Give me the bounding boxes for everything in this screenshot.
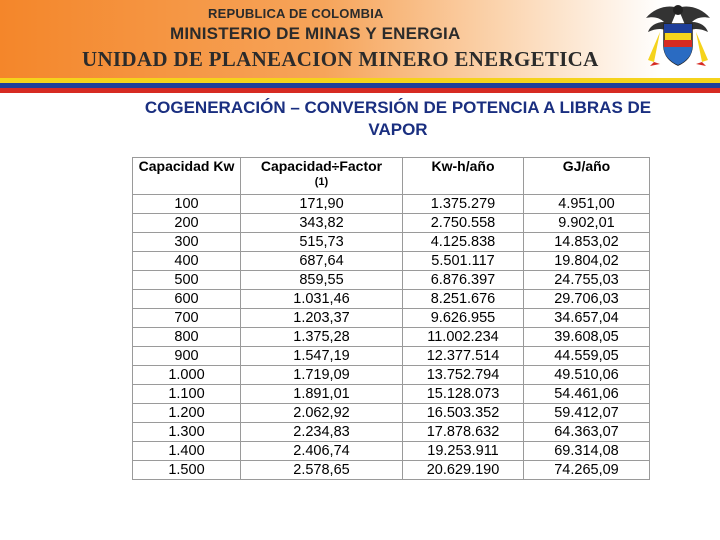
table-cell: 1.031,46 bbox=[241, 290, 403, 309]
table-cell: 200 bbox=[133, 214, 241, 233]
slide-title-line1: COGENERACIÓN – CONVERSIÓN DE POTENCIA A LIBRAS DE bbox=[144, 98, 652, 117]
table-cell: 69.314,08 bbox=[524, 442, 650, 461]
table-cell: 2.234,83 bbox=[241, 423, 403, 442]
table-cell: 59.412,07 bbox=[524, 404, 650, 423]
table-cell: 15.128.073 bbox=[403, 385, 524, 404]
column-header-capacity bbox=[133, 158, 241, 195]
slide-title-line2: VAPOR bbox=[368, 120, 428, 139]
table-cell: 4.951,00 bbox=[524, 195, 650, 214]
table-cell: 19.253.911 bbox=[403, 442, 524, 461]
header-country: REPUBLICA DE COLOMBIA bbox=[208, 6, 384, 21]
table-row bbox=[133, 404, 650, 423]
table-cell: 34.657,04 bbox=[524, 309, 650, 328]
table-row bbox=[133, 366, 650, 385]
colombia-coat-of-arms-icon bbox=[640, 2, 716, 78]
table-row bbox=[133, 195, 650, 214]
table-cell: 1.500 bbox=[133, 461, 241, 480]
table-row bbox=[133, 271, 650, 290]
table-cell: 54.461,06 bbox=[524, 385, 650, 404]
column-header-gj-year bbox=[524, 158, 650, 195]
table-cell: 19.804,02 bbox=[524, 252, 650, 271]
table-row bbox=[133, 423, 650, 442]
table-cell: 1.547,19 bbox=[241, 347, 403, 366]
table-cell: 6.876.397 bbox=[403, 271, 524, 290]
header-unit: UNIDAD DE PLANEACION MINERO ENERGETICA bbox=[82, 47, 599, 71]
conversion-table bbox=[132, 157, 650, 480]
flag-stripes bbox=[0, 78, 720, 93]
table-row bbox=[133, 290, 650, 309]
table-cell: 900 bbox=[133, 347, 241, 366]
stripe-red bbox=[0, 88, 720, 93]
table-row bbox=[133, 461, 650, 480]
table-cell: 500 bbox=[133, 271, 241, 290]
table-cell: 44.559,05 bbox=[524, 347, 650, 366]
table-cell: 2.406,74 bbox=[241, 442, 403, 461]
column-header-text: Capacidad÷Factor bbox=[260, 158, 383, 174]
table-cell: 5.501.117 bbox=[403, 252, 524, 271]
table-cell: 1.891,01 bbox=[241, 385, 403, 404]
table-cell: 700 bbox=[133, 309, 241, 328]
table-cell: 64.363,07 bbox=[524, 423, 650, 442]
table-cell: 1.719,09 bbox=[241, 366, 403, 385]
table-row bbox=[133, 233, 650, 252]
table-cell: 11.002.234 bbox=[403, 328, 524, 347]
table-cell: 2.750.558 bbox=[403, 214, 524, 233]
column-header-footnote: (1) bbox=[314, 176, 329, 188]
table-cell: 14.853,02 bbox=[524, 233, 650, 252]
table-cell: 1.400 bbox=[133, 442, 241, 461]
table-cell: 1.203,37 bbox=[241, 309, 403, 328]
table-row bbox=[133, 309, 650, 328]
table-row bbox=[133, 385, 650, 404]
table-row bbox=[133, 347, 650, 366]
table-cell: 17.878.632 bbox=[403, 423, 524, 442]
table-cell: 343,82 bbox=[241, 214, 403, 233]
table-cell: 1.375,28 bbox=[241, 328, 403, 347]
table-row bbox=[133, 252, 650, 271]
table-cell: 687,64 bbox=[241, 252, 403, 271]
table-cell: 171,90 bbox=[241, 195, 403, 214]
table-cell: 39.608,05 bbox=[524, 328, 650, 347]
table-cell: 2.062,92 bbox=[241, 404, 403, 423]
table-cell: 1.000 bbox=[133, 366, 241, 385]
table-cell: 9.626.955 bbox=[403, 309, 524, 328]
table-body bbox=[133, 195, 650, 480]
table-cell: 100 bbox=[133, 195, 241, 214]
table-cell: 1.100 bbox=[133, 385, 241, 404]
table-cell: 400 bbox=[133, 252, 241, 271]
table-cell: 515,73 bbox=[241, 233, 403, 252]
table-cell: 9.902,01 bbox=[524, 214, 650, 233]
table-cell: 29.706,03 bbox=[524, 290, 650, 309]
table-cell: 12.377.514 bbox=[403, 347, 524, 366]
table-header-row bbox=[133, 158, 650, 195]
table-cell: 1.300 bbox=[133, 423, 241, 442]
table-cell: 800 bbox=[133, 328, 241, 347]
table-cell: 16.503.352 bbox=[403, 404, 524, 423]
header-ministry: MINISTERIO DE MINAS Y ENERGIA bbox=[170, 24, 461, 43]
column-header-text: GJ/año bbox=[562, 158, 611, 174]
table-cell: 74.265,09 bbox=[524, 461, 650, 480]
table-cell: 1.200 bbox=[133, 404, 241, 423]
table-row bbox=[133, 442, 650, 461]
column-header-capacity-factor bbox=[241, 158, 403, 195]
table-cell: 300 bbox=[133, 233, 241, 252]
table-cell: 600 bbox=[133, 290, 241, 309]
slide-title bbox=[90, 97, 706, 141]
table-cell: 49.510,06 bbox=[524, 366, 650, 385]
table-row bbox=[133, 214, 650, 233]
header-banner bbox=[0, 0, 720, 78]
table-cell: 4.125.838 bbox=[403, 233, 524, 252]
table-cell: 8.251.676 bbox=[403, 290, 524, 309]
table-row bbox=[133, 328, 650, 347]
column-header-kwh-year bbox=[403, 158, 524, 195]
table-cell: 13.752.794 bbox=[403, 366, 524, 385]
column-header-text: Kw-h/año bbox=[431, 158, 495, 174]
table-cell: 2.578,65 bbox=[241, 461, 403, 480]
table-cell: 1.375.279 bbox=[403, 195, 524, 214]
table-cell: 859,55 bbox=[241, 271, 403, 290]
table-cell: 24.755,03 bbox=[524, 271, 650, 290]
column-header-text: Capacidad Kw bbox=[138, 158, 235, 174]
table-cell: 20.629.190 bbox=[403, 461, 524, 480]
